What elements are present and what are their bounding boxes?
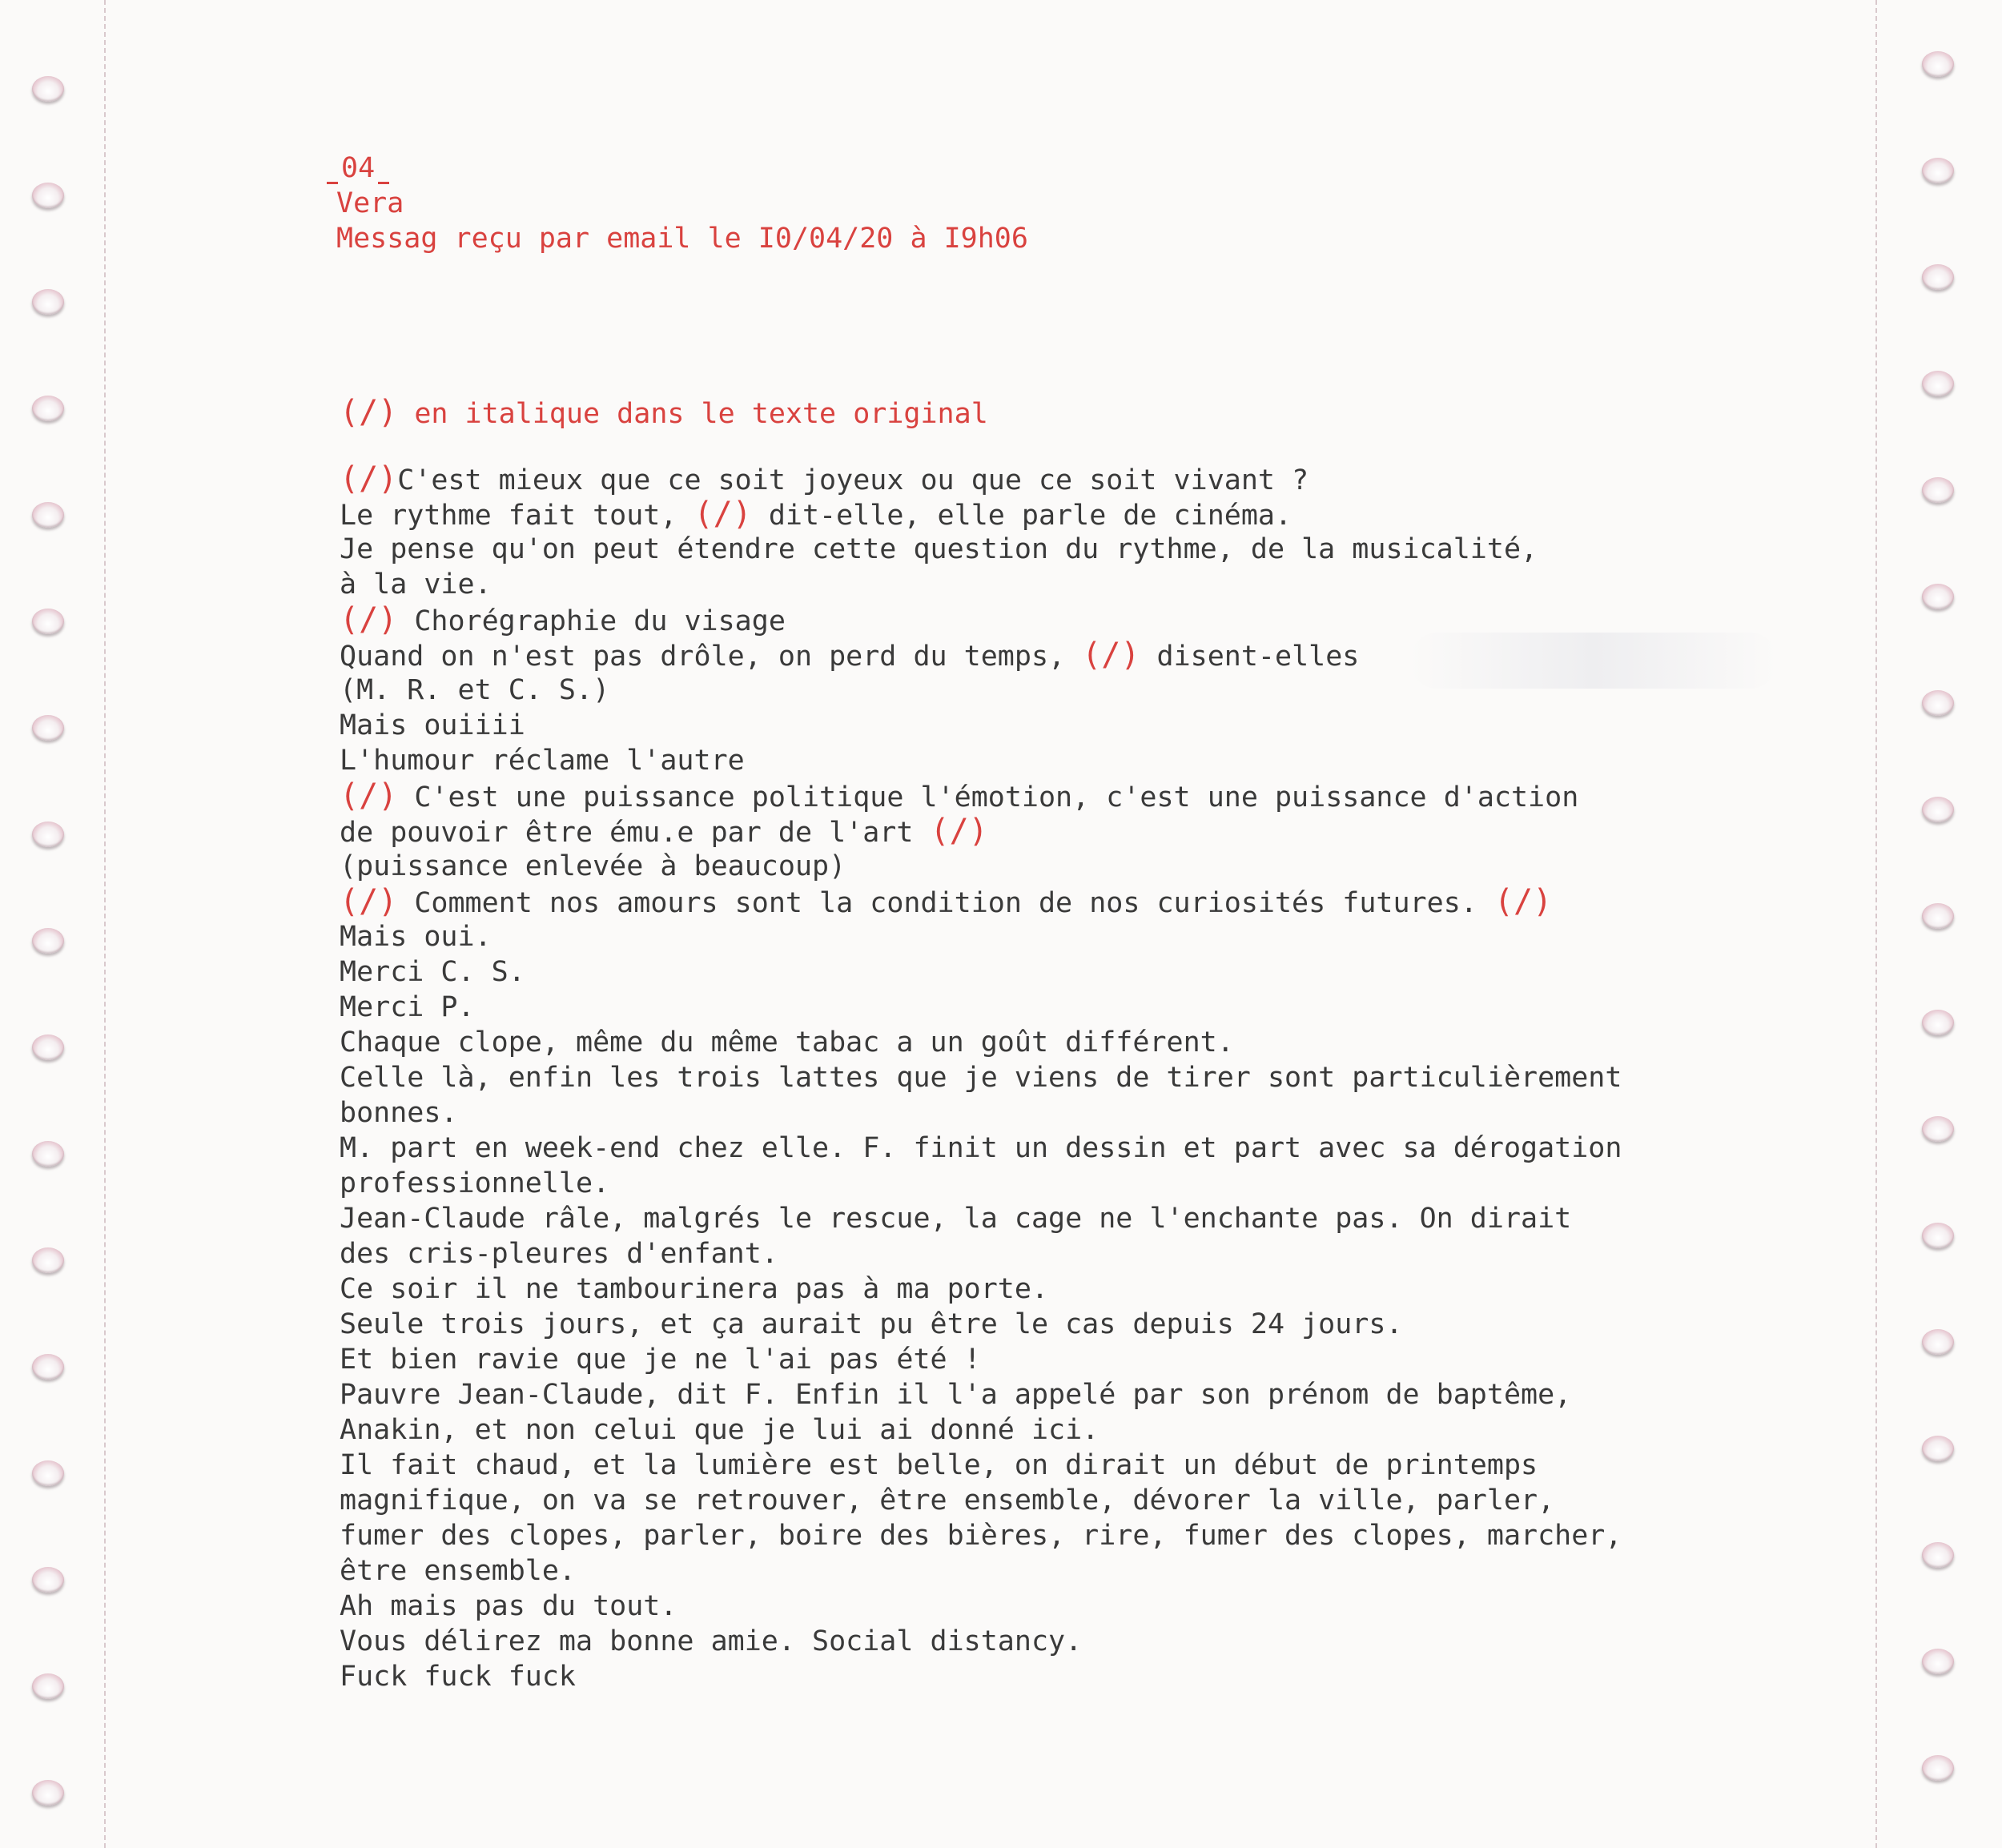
- text-line: [340, 1060, 1701, 1095]
- line-text: de pouvoir être ému.e par de l'art: [340, 817, 931, 849]
- letter-body: [340, 461, 1701, 1694]
- text-line: [340, 778, 1701, 814]
- line-text: Comment nos amours sont la condition de nos curiosités futures.: [397, 887, 1494, 919]
- text-line: [340, 1624, 1701, 1659]
- text-line: [340, 884, 1701, 919]
- text-line: [340, 637, 1701, 673]
- line-text: M. part en week-end chez elle. F. finit un dessin et part avec sa dérogation: [340, 1132, 1622, 1164]
- line-text: Celle là, enfin les trois lattes que je viens de tirer sont particulièrement: [340, 1062, 1622, 1094]
- line-text: Quand on n'est pas drôle, on perd du temps,: [340, 641, 1083, 673]
- line-text: Je pense qu'on peut étendre cette question du rythme, de la musicalité,: [340, 533, 1538, 565]
- right-feed-hole: [1922, 584, 1954, 609]
- line-text: professionnelle.: [340, 1167, 610, 1199]
- right-feed-hole: [1922, 1116, 1954, 1142]
- text-line: [340, 461, 1701, 496]
- text-line: [340, 1589, 1701, 1624]
- text-line: [340, 814, 1701, 849]
- right-feed-hole: [1922, 371, 1954, 396]
- text-line: [340, 1448, 1701, 1483]
- line-text: fumer des clopes, parler, boire des bières, rire, fumer des clopes, marcher,: [340, 1520, 1622, 1552]
- italic-note-text: en italique dans le texte original: [397, 398, 988, 430]
- line-text: bonnes.: [340, 1097, 458, 1129]
- line-text: (puissance enlevée à beaucoup): [340, 850, 846, 882]
- left-feed-hole: [32, 1141, 64, 1167]
- left-feed-hole: [32, 609, 64, 634]
- text-line: [340, 1342, 1701, 1377]
- text-line: [340, 1412, 1701, 1448]
- left-feed-hole: [32, 1354, 64, 1380]
- right-feed-hole: [1922, 1755, 1954, 1781]
- right-feed-hole: [1922, 1436, 1954, 1461]
- text-line: [340, 602, 1701, 637]
- right-feed-hole: [1922, 1649, 1954, 1674]
- line-text: Il fait chaud, et la lumière est belle, on dirait un début de printemps: [340, 1449, 1538, 1481]
- text-line: [340, 1659, 1701, 1694]
- left-feed-hole: [32, 289, 64, 315]
- text-line: [340, 743, 1701, 778]
- right-feed-hole: [1922, 797, 1954, 822]
- italic-marker: (/): [340, 394, 398, 431]
- line-text: Chorégraphie du visage: [397, 605, 786, 637]
- italic-marker: (/): [340, 883, 398, 920]
- line-text: Le rythme fait tout,: [340, 500, 694, 532]
- left-feed-hole: [32, 715, 64, 741]
- line-text: des cris-pleures d'enfant.: [340, 1238, 778, 1270]
- line-text: Chaque clope, même du même tabac a un goût différent.: [340, 1026, 1234, 1059]
- left-feed-hole: [32, 183, 64, 208]
- text-line: [340, 532, 1701, 567]
- text-line: [340, 1553, 1701, 1589]
- sender-name: Vera: [336, 187, 404, 219]
- text-line: [340, 1131, 1701, 1166]
- left-feed-hole: [32, 822, 64, 847]
- text-line: [340, 1272, 1701, 1307]
- text-line: [340, 673, 1701, 708]
- text-line: [340, 1201, 1701, 1236]
- line-text: disent-elles: [1140, 641, 1360, 673]
- italic-note: [340, 394, 988, 431]
- left-perforation-line: [104, 0, 106, 1848]
- text-line: [340, 954, 1701, 990]
- text-line: [340, 919, 1701, 954]
- line-text: Seule trois jours, et ça aurait pu être le cas depuis 24 jours.: [340, 1308, 1403, 1340]
- italic-marker: (/): [693, 496, 752, 532]
- right-feed-hole: [1922, 158, 1954, 183]
- line-text: C'est mieux que ce soit joyeux ou que ce soit vivant ?: [397, 464, 1309, 496]
- line-text: être ensemble.: [340, 1555, 577, 1587]
- line-text: Merci P.: [340, 991, 475, 1023]
- italic-marker: (/): [1082, 637, 1140, 673]
- received-line: Messag reçu par email le I0/04/20 à I9h06: [336, 223, 1028, 255]
- italic-marker: (/): [930, 813, 988, 850]
- text-line: [340, 1483, 1701, 1518]
- text-line: [340, 1377, 1701, 1412]
- line-text: L'humour réclame l'autre: [340, 745, 745, 777]
- text-line: [340, 1025, 1701, 1060]
- right-feed-hole: [1922, 1223, 1954, 1248]
- left-feed-hole: [32, 1567, 64, 1593]
- line-text: Fuck fuck fuck: [340, 1661, 577, 1693]
- left-feed-hole: [32, 1673, 64, 1699]
- text-line: [340, 567, 1701, 602]
- right-feed-hole: [1922, 1329, 1954, 1355]
- text-line: [340, 1166, 1701, 1201]
- right-perforation-line: [1875, 0, 1877, 1848]
- text-line: [340, 1307, 1701, 1342]
- letter-number: 04: [336, 151, 380, 186]
- line-text: Anakin, et non celui que je lui ai donné ici.: [340, 1414, 1099, 1446]
- line-text: (M. R. et C. S.): [340, 674, 610, 706]
- line-text: Ah mais pas du tout.: [340, 1590, 677, 1622]
- text-line: [340, 1236, 1701, 1272]
- right-feed-hole: [1922, 477, 1954, 503]
- left-feed-hole: [32, 396, 64, 421]
- line-text: Et bien ravie que je ne l'ai pas été !: [340, 1344, 981, 1376]
- text-line: [340, 990, 1701, 1025]
- right-feed-hole: [1922, 690, 1954, 716]
- right-feed-hole: [1922, 1542, 1954, 1568]
- text-line: [340, 1095, 1701, 1131]
- right-feed-hole: [1922, 1010, 1954, 1035]
- line-text: Pauvre Jean-Claude, dit F. Enfin il l'a appelé par son prénom de baptême,: [340, 1379, 1572, 1411]
- line-text: dit-elle, elle parle de cinéma.: [751, 500, 1292, 532]
- line-text: à la vie.: [340, 568, 492, 601]
- left-feed-hole: [32, 1247, 64, 1273]
- italic-marker: (/): [340, 460, 398, 497]
- text-line: [340, 708, 1701, 743]
- text-line: [340, 1518, 1701, 1553]
- line-text: Mais oui.: [340, 921, 492, 953]
- line-text: Ce soir il ne tambourinera pas à ma porte.: [340, 1273, 1049, 1305]
- left-feed-hole: [32, 1780, 64, 1806]
- text-line: [340, 496, 1701, 532]
- text-line: [340, 849, 1701, 884]
- line-text: Vous délirez ma bonne amie. Social distancy.: [340, 1625, 1083, 1657]
- letter-header: [336, 151, 1028, 256]
- right-feed-hole: [1922, 903, 1954, 929]
- left-feed-hole: [32, 928, 64, 954]
- left-feed-hole: [32, 76, 64, 102]
- line-text: magnifique, on va se retrouver, être ensemble, dévorer la ville, parler,: [340, 1484, 1555, 1517]
- line-text: Merci C. S.: [340, 956, 525, 988]
- italic-marker: (/): [340, 601, 398, 638]
- right-feed-hole: [1922, 51, 1954, 77]
- left-feed-hole: [32, 502, 64, 528]
- line-text: Jean-Claude râle, malgrés le rescue, la cage ne l'enchante pas. On dirait: [340, 1203, 1572, 1235]
- italic-marker: (/): [340, 777, 398, 814]
- italic-marker: (/): [1493, 883, 1553, 920]
- left-feed-hole: [32, 1460, 64, 1486]
- line-text: C'est une puissance politique l'émotion, c'est une puissance d'action: [397, 781, 1579, 814]
- right-feed-hole: [1922, 264, 1954, 290]
- left-feed-hole: [32, 1034, 64, 1060]
- line-text: Mais ouiiii: [340, 709, 525, 741]
